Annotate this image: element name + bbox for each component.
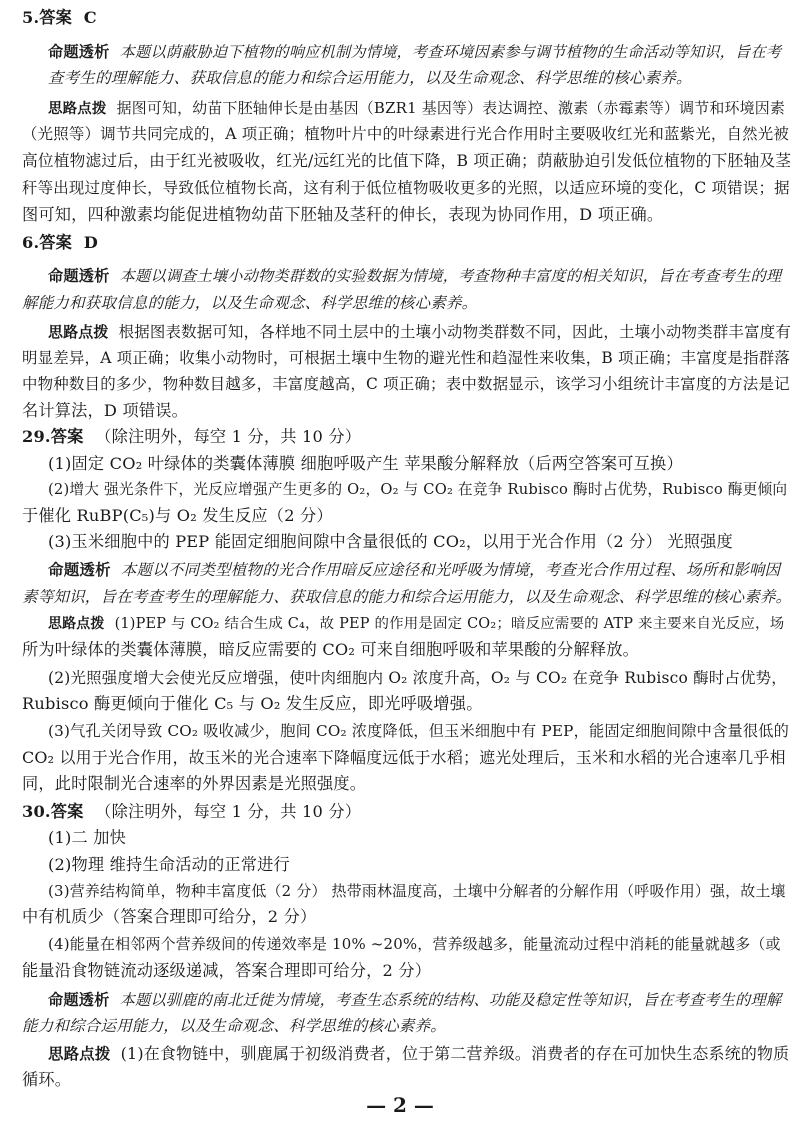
q30-answer-3: (3)营养结构简单，物种丰富度低（2 分） 热带雨林温度高，土壤中分解者的分解作用（呼吸作用）强，故土壤 bbox=[48, 882, 786, 900]
q29-hint-line-2: 所为叶绿体的类囊体薄膜，暗反应需要的 CO₂ 可来自细胞呼吸和苹果酸的分解释放。 bbox=[22, 640, 639, 659]
q29-answer-1: (1)固定 CO₂ 叶绿体的类囊体薄膜 细胞呼吸产生 苹果酸分解释放（后两空答案可互换） bbox=[48, 454, 683, 473]
q30-answer-3-cont: 中有机质少（答案合理即可给分，2 分） bbox=[22, 907, 317, 926]
q6-analysis-line-1: 命题透析 本题以调查土壤小动物类群数的实验数据为情境，考查物种丰富度的相关知识，旨在考查考生的理 bbox=[48, 267, 782, 285]
q30-answer-4: (4)能量在相邻两个营养级间的传递效率是 10% ~20%，营养级越多，能量流动过程中消耗的能量就越多（或 bbox=[48, 935, 781, 953]
q30-analysis-line-2: 能力和综合运用能力，以及生命观念、科学思维的核心素养。 bbox=[22, 1017, 446, 1035]
q30-note: （除注明外，每空 1 分，共 10 分） bbox=[95, 802, 362, 821]
q5-analysis-label: 命题透析 bbox=[48, 43, 110, 61]
q30-header: 30.答案 （除注明外，每空 1 分，共 10 分） bbox=[22, 802, 362, 821]
q6-analysis-label: 命题透析 bbox=[48, 267, 110, 285]
q30-analysis-line-1: 命题透析 本题以驯鹿的南北迁徙为情境，考查生态系统的结构、功能及稳定性等知识，旨在考查考生的理解 bbox=[48, 991, 782, 1009]
q5-header: 5.答案 C bbox=[22, 8, 97, 27]
page-number: — 2 — bbox=[366, 1093, 434, 1117]
q29-answer-3: (3)玉米细胞中的 PEP 能固定细胞间隙中含量很低的 CO₂，以用于光合作用（2 分） 光照强度 bbox=[48, 532, 733, 551]
q30-hint-line-2: 循环。 bbox=[22, 1070, 72, 1089]
q29-hint-line-7: 同，此时限制光合速率的外界因素是光照强度。 bbox=[22, 774, 367, 793]
q6-header: 6.答案 D bbox=[22, 233, 98, 252]
q29-hint-line-6: CO₂ 以用于光合作用，故玉米的光合速率下降幅度远低于水稻；遮光处理后，玉米和水稻的光合速率几乎相 bbox=[22, 748, 786, 767]
q6-hint-line-1: 思路点拨 根据图表数据可知，各样地不同土层中的土壤小动物类群数不同，因此，土壤小动物类群丰富度有 bbox=[48, 323, 791, 341]
q5-answer: C bbox=[83, 8, 97, 27]
q5-hint-label: 思路点拨 bbox=[48, 101, 107, 117]
q30-hint-line-1: 思路点拨 (1)在食物链中，驯鹿属于初级消费者，位于第二营养级。消费者的存在可加快生态系统的物质 bbox=[48, 1044, 790, 1063]
q29-hint-line-4: Rubisco 酶更倾向于催化 C₅ 与 O₂ 发生反应，即光呼吸增强。 bbox=[22, 694, 483, 713]
q6-analysis-line-2: 解能力和获取信息的能力，以及生命观念、科学思维的核心素养。 bbox=[22, 294, 478, 312]
q5-hint-line-2: （光照等）调节共同完成的，A 项正确；植物叶片中的叶绿素进行光合作用时主要吸收红光和蓝紫光，自然光被 bbox=[22, 125, 790, 143]
q29-analysis-line-1: 命题透析 本题以不同类型植物的光合作用暗反应途径和光呼吸为情境，考查光合作用过程、场所和影响因 bbox=[48, 561, 781, 579]
q29-analysis-line-2: 素等知识，旨在考查考生的理解能力、获取信息的能力和综合运用能力，以及生命观念、科学思维的核心素养。 bbox=[22, 588, 792, 606]
q5-hint-line-1: 思路点拨 据图可知，幼苗下胚轴伸长是由基因（BZR1 基因等）表达调控、激素（赤霉素等）调节和环境因素 bbox=[48, 99, 786, 117]
q6-hint-label: 思路点拨 bbox=[48, 323, 109, 341]
q6-hint-line-2: 明显差异，A 项正确；收集小动物时，可根据土壤中生物的避光性和趋湿性来收集，B 项正确；丰富度是指群落 bbox=[22, 349, 791, 367]
q5-hint-line-4: 秆等出现过度伸长，导致低位植物长高，这有利于低位植物吸收更多的光照，以适应环境的变化，C 项错误；据 bbox=[22, 179, 790, 197]
q29-note: （除注明外，每空 1 分，共 10 分） bbox=[95, 427, 362, 446]
q29-hint-line-1: 思路点拨 (1)PEP 与 CO₂ 结合生成 C₄，故 PEP 的作用是固定 CO₂；暗反应需要的 ATP 来主要来自光反应，场 bbox=[48, 616, 785, 632]
q5-hint-line-5: 图可知，四种激素均能促进植物幼苗下胚轴及茎秆的伸长，表现为协同作用，D 项正确。 bbox=[22, 205, 664, 224]
q29-hint-line-3: (2)光照强度增大会使光反应增强，使叶肉细胞内 O₂ 浓度升高，O₂ 与 CO₂ 在竞争 Rubisco 酶时占优势， bbox=[48, 669, 787, 687]
q5-analysis-line-2: 查考生的理解能力、获取信息的能力和综合运用能力，以及生命观念、科学思维的核心素养。 bbox=[48, 69, 692, 87]
q6-hint-line-3: 中物种数目的多少，物种数目越多，丰富度越高，C 项正确；表中数据显示，该学习小组统计丰富度的方法是记 bbox=[22, 375, 790, 393]
q30-answer-2: (2)物理 维持生命活动的正常进行 bbox=[48, 855, 290, 874]
q5-hint-line-3: 高位植物滤过后，由于红光被吸收，红光/远红光的比值下降，B 项正确；荫蔽胁迫引发低位植物的下胚轴及茎 bbox=[22, 151, 792, 170]
q30-answer-4-cont: 能量沿食物链流动逐级递减，答案合理即可给分，2 分） bbox=[22, 961, 432, 980]
q6-answer: D bbox=[83, 233, 98, 252]
q29-answer-2: (2)增大 强光条件下，光反应增强产生更多的 O₂，O₂ 与 CO₂ 在竞争 Rubisco 酶时占优势，Rubisco 酶更倾向 bbox=[48, 481, 788, 498]
q29-analysis-label: 命题透析 bbox=[48, 561, 111, 579]
q30-answer-1: (1)二 加快 bbox=[48, 828, 127, 847]
q5-analysis-line-1: 命题透析 本题以荫蔽胁迫下植物的响应机制为情境，考查环境因素参与调节植物的生命活动等知识，旨在考 bbox=[48, 43, 782, 61]
q30-analysis-label: 命题透析 bbox=[48, 991, 110, 1009]
q6-hint-line-4: 名计算法，D 项错误。 bbox=[22, 401, 189, 420]
q29-hint-line-5: (3)气孔关闭导致 CO₂ 吸收减少，胞间 CO₂ 浓度降低，但玉米细胞中有 PEP，能固定细胞间隙中含量很低的 bbox=[48, 722, 790, 740]
q29-hint-label: 思路点拨 bbox=[48, 616, 105, 632]
q30-hint-label: 思路点拨 bbox=[48, 1045, 111, 1063]
q29-answer-2-cont: 于催化 RuBP(C₅)与 O₂ 发生反应（2 分） bbox=[22, 506, 333, 525]
q29-header: 29.答案 （除注明外，每空 1 分，共 10 分） bbox=[22, 427, 362, 446]
